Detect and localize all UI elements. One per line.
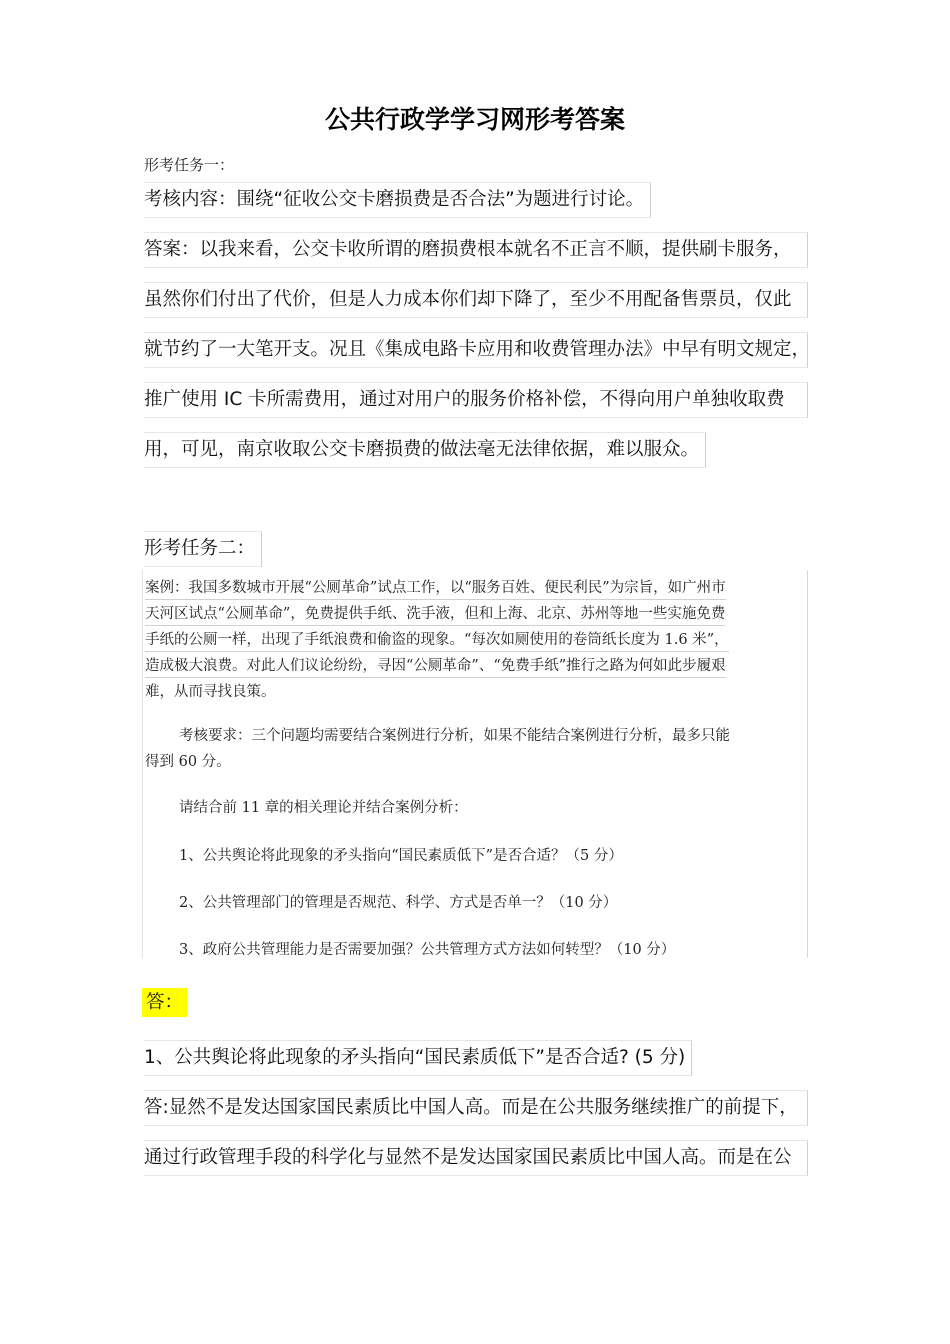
task1-answer-line: 答案：以我来看，公交卡收所谓的磨损费根本就名不正言不顺，提供刷卡服务， xyxy=(144,232,808,268)
requirement-line: 考核要求：三个问题均需要结合案例进行分析，如果不能结合案例进行分析，最多只能 xyxy=(179,728,730,744)
case-line: 天河区试点“公厕革命”，免费提供手纸、洗手液，但和上海、北京、苏州等地一些实施免费 xyxy=(145,602,725,626)
document-title: 公共行政学学习网形考答案 xyxy=(324,105,625,134)
q1-answer-line: 答:显然不是发达国家国民素质比中国人高。而是在公共服务继续推广的前提下， xyxy=(144,1090,808,1126)
instruction-text: 请结合前 11 章的相关理论并结合案例分析： xyxy=(179,800,468,816)
task1-label: 形考任务一： xyxy=(144,156,235,174)
task1-topic: 考核内容：围绕“征收公交卡磨损费是否合法”为题进行讨论。 xyxy=(144,182,651,218)
task2-label: 形考任务二： xyxy=(144,531,262,567)
case-line: 造成极大浪费。对此人们议论纷纷，寻因“公厕革命”、“免费手纸”推行之路为何如此步履艰 xyxy=(145,654,726,678)
task1-answer-line: 推广使用 IC 卡所需费用，通过对用户的服务价格补偿，不得向用户单独收取费 xyxy=(144,382,808,418)
case-line: 难，从而寻找良策。 xyxy=(145,684,276,700)
q1-heading: 1、公共舆论将此现象的矛头指向“国民素质低下”是否合适? (5 分) xyxy=(144,1040,692,1076)
answer-label: 答： xyxy=(142,988,187,1017)
question-item: 2、公共管理部门的管理是否规范、科学、方式是否单一？（10 分） xyxy=(179,895,618,911)
q1-answer-line: 通过行政管理手段的科学化与显然不是发达国家国民素质比中国人高。而是在公 xyxy=(144,1140,808,1176)
case-block xyxy=(142,570,808,958)
requirement-line: 得到 60 分。 xyxy=(145,754,231,770)
task1-answer-line: 用，可见，南京收取公交卡磨损费的做法毫无法律依据，难以服众。 xyxy=(144,432,706,468)
question-item: 1、公共舆论将此现象的矛头指向“国民素质低下”是否合适？（5 分） xyxy=(179,848,623,864)
task1-answer-line: 就节约了一大笔开支。况且《集成电路卡应用和收费管理办法》中早有明文规定， xyxy=(144,332,808,368)
task1-answer-line: 虽然你们付出了代价，但是人力成本你们却下降了，至少不用配备售票员，仅此 xyxy=(144,282,808,318)
case-line: 手纸的公厕一样，出现了手纸浪费和偷盗的现象。“每次如厕使用的卷筒纸长度为 1.6 米”， xyxy=(145,628,729,652)
question-item: 3、政府公共管理能力是否需要加强？公共管理方式方法如何转型？（10 分） xyxy=(179,942,676,958)
case-line: 案例：我国多数城市开展“公厕革命”试点工作，以“服务百姓、便民利民”为宗旨，如广州市 xyxy=(145,576,726,600)
